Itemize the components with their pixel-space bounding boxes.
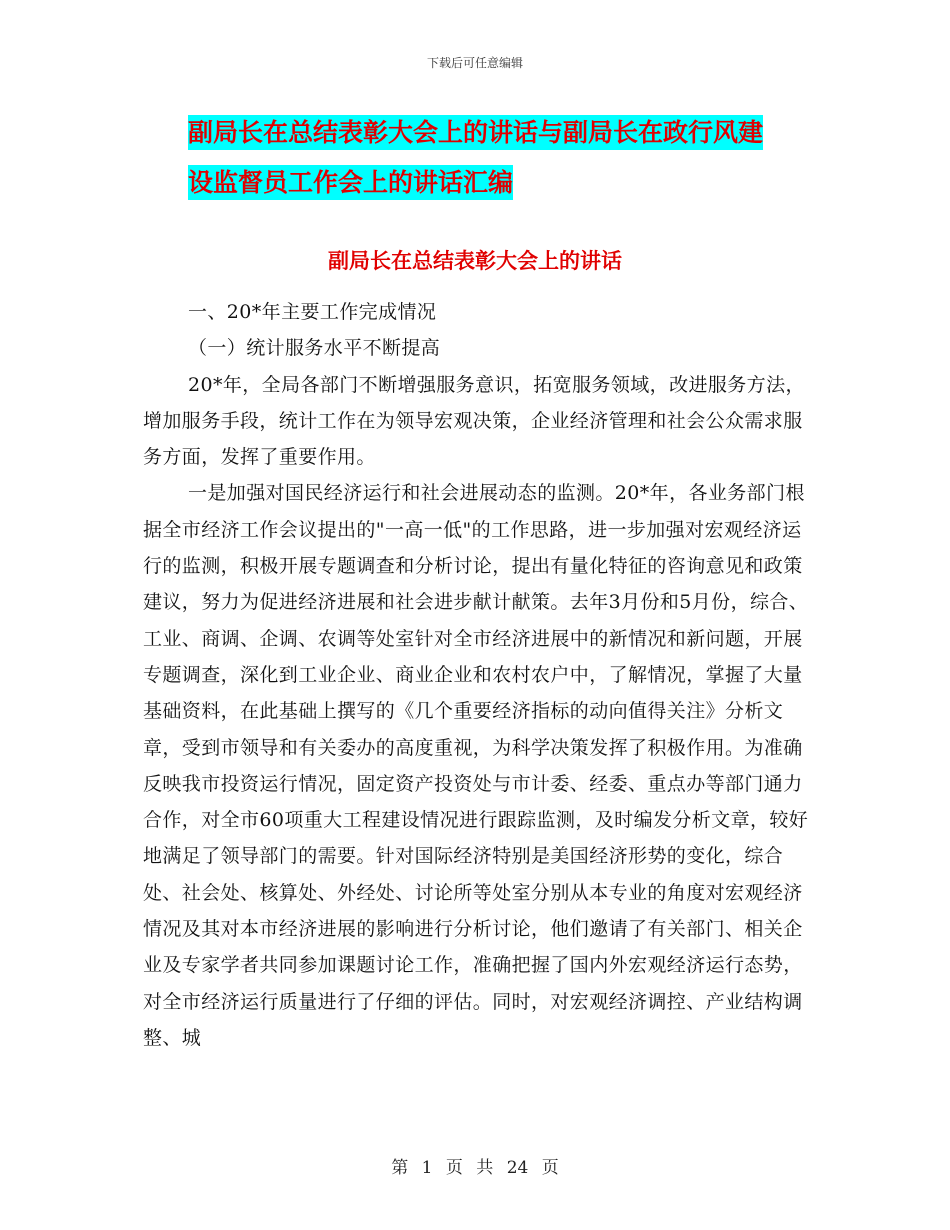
page-footer xyxy=(0,1153,950,1178)
footer-prefix: 第 xyxy=(391,1158,409,1178)
heading-level-2: （一）统计服务水平不断提高 xyxy=(188,337,441,360)
heading-level-1: 一、20*年主要工作完成情况 xyxy=(188,301,437,323)
document-body xyxy=(143,294,811,1056)
footer-mid: 页 xyxy=(445,1158,463,1178)
footer-total-prefix: 共 xyxy=(476,1158,494,1178)
section-title: 副局长在总结表彰大会上的讲话 xyxy=(328,249,622,273)
page-number: 1 xyxy=(421,1158,433,1178)
paragraph: 一是加强对国民经济运行和社会进展动态的监测。20*年，各业务部门根据全市经济工作会议提出的"一高一低"的工作思路，进一步加强对宏观经济运行的监测，积极开展专题调查和分析讨论，提出有量化特征的咨询意见和政策建议，努力为促进经济进展和社会进步献计献策。去年3月份和5月份，综合、工业、商调、企调、农调等处室针对全市经济进展中的新情况和新问题，开展专题调查，深化到工业企业、商业企业和农村农户中，了解情况，掌握了大量基础资料，在此基础上撰写的《几个重要经济指标的动向值得关注》分析文章，受到市领导和有关委办的高度重视，为科学决策发挥了积极作用。为准确反映我市投资运行情况，固定资产投资处与市计委、经委、重点办等部门通力合作，对全市60项重大工程建设情况进行跟踪监测，及时编发分析文章，较好地满足了领导部门的需要。针对国际经济特别是美国经济形势的变化，综合处、社会处、核算处、外经处、讨论所等处室分别从本专业的角度对宏观经济情况及其对本市经济进展的影响进行分析讨论，他们邀请了有关部门、相关企业及专家学者共同参加课题讨论工作，准确把握了国内外宏观经济运行态势，对全市经济运行质量进行了仔细的评估。同时，对宏观经济调控、产业结构调整、城 xyxy=(143,482,809,1049)
header-note: 下载后可任意编辑 xyxy=(426,56,523,70)
paragraph: 20*年，全局各部门不断增强服务意识，拓宽服务领域，改进服务方法，增加服务手段，统计工作在为领导宏观决策，企业经济管理和社会公众需求服务方面，发挥了重要作用。 xyxy=(143,373,805,469)
document-title xyxy=(188,108,808,208)
footer-suffix: 页 xyxy=(541,1158,559,1178)
total-pages: 24 xyxy=(506,1158,529,1178)
title-line-2: 设监督员工作会上的讲话汇编 xyxy=(188,165,513,200)
title-line-1: 副局长在总结表彰大会上的讲话与副局长在政行风建 xyxy=(188,115,763,150)
